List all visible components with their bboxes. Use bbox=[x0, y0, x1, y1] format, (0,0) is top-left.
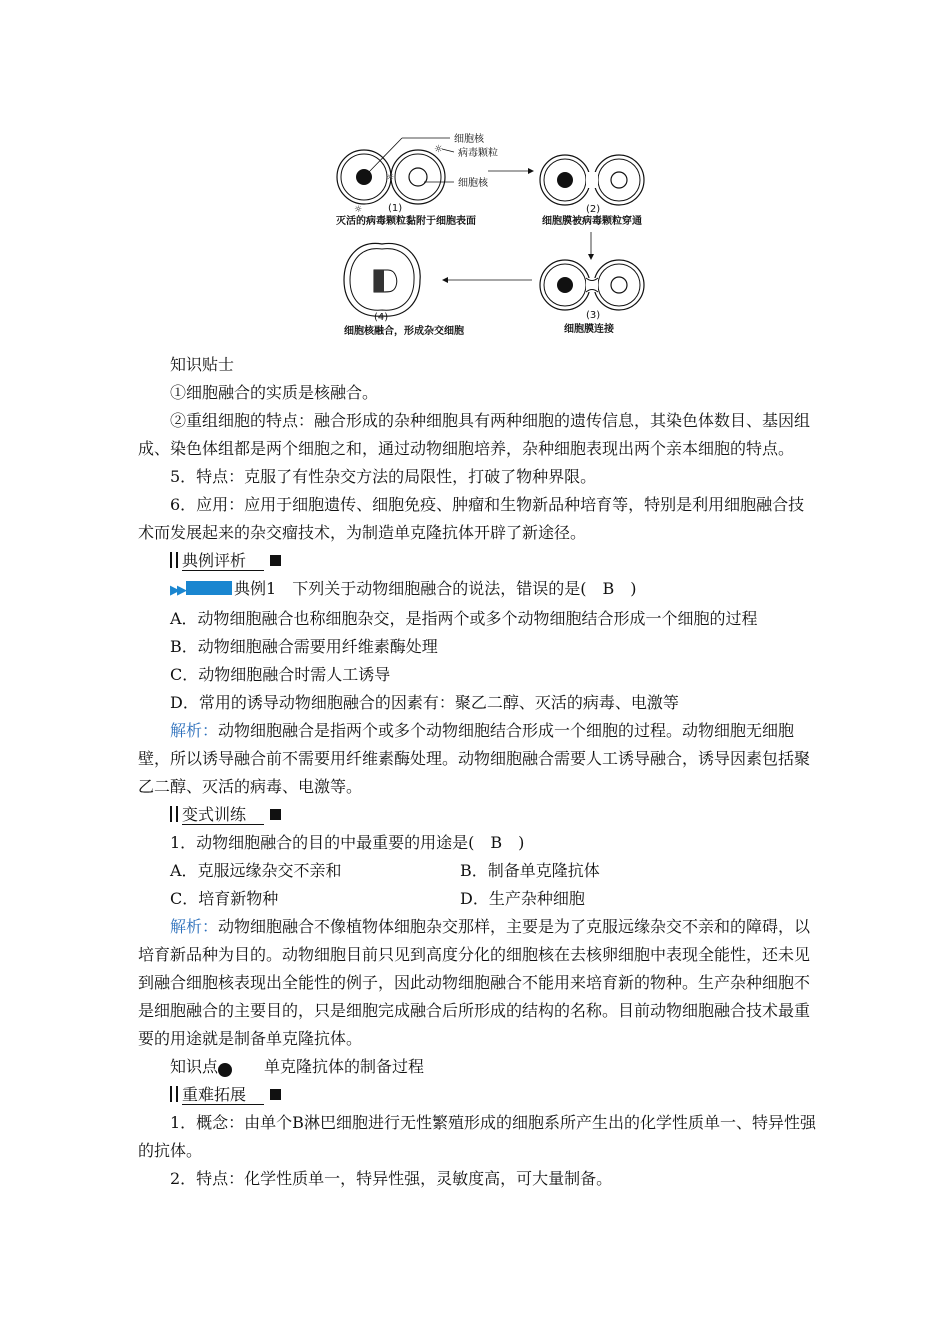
step4-caption: 细胞核融合，形成杂交细胞 bbox=[344, 326, 464, 337]
label-nucleus-top: 细胞核 bbox=[454, 134, 484, 145]
section-bar-icon bbox=[176, 552, 178, 568]
practice-option-d: D．生产杂种细胞 bbox=[460, 889, 585, 908]
section-bar-icon bbox=[176, 806, 178, 822]
example-tag-icon bbox=[186, 581, 232, 595]
section-practice-title: 变式训练 bbox=[182, 805, 264, 825]
tips-item-2: ②重组细胞的特点：融合形成的杂种细胞具有两种细胞的遗传信息，其染色体数目、基因组成、染色体组都是两个细胞之和，通过动物细胞培养，杂种细胞表现出两个亲本细胞的特点。 bbox=[138, 411, 811, 458]
analysis-text: 动物细胞融合是指两个或多个动物细胞结合形成一个细胞的过程。动物细胞无细胞壁，所以诱导融合前不需要用纤维素酶处理。动物细胞融合需要人工诱导融合，诱导因素包括聚乙二醇、灭活的病毒、电激等。 bbox=[138, 721, 811, 796]
step3-cells bbox=[540, 260, 644, 310]
section-bar-icon bbox=[170, 1086, 172, 1102]
example-analysis bbox=[138, 717, 818, 801]
step3-number: (3) bbox=[586, 310, 601, 321]
svg-text:☼: ☼ bbox=[434, 144, 443, 155]
cell-fusion-diagram bbox=[320, 122, 650, 347]
step2-number: (2) bbox=[586, 204, 601, 215]
tips-item-1: ①细胞融合的实质是核融合。 bbox=[170, 383, 379, 402]
section-example-title: 典例评析 bbox=[182, 551, 264, 571]
step2-caption: 细胞膜被病毒颗粒穿通 bbox=[542, 216, 642, 227]
svg-text:☼: ☼ bbox=[354, 205, 363, 215]
section-bar-icon bbox=[170, 806, 172, 822]
square-icon bbox=[270, 555, 281, 566]
knowledge-heading bbox=[138, 1053, 818, 1081]
example-question bbox=[138, 575, 818, 605]
label-nucleus-right: 细胞核 bbox=[458, 178, 488, 189]
practice-option-b: B．制备单克隆抗体 bbox=[460, 861, 600, 880]
analysis-text: 动物细胞融合不像植物体细胞杂交那样，主要是为了克服远缘杂交不亲和的障碍，以培育新品种为目的。动物细胞目前只见到高度分化的细胞核在去核卵细胞中表现全能性，还未见到融合细胞核表现出全能性的例子，因此动物细胞融合不能用来培育新的物种。生产杂种细胞不是细胞融合的主要目的，只是细胞完成融合后所形成的结构的名称。目前动物细胞融合技术最重要的用途就是制备单克隆抗体。 bbox=[138, 917, 811, 1048]
step4-cell bbox=[344, 243, 420, 316]
point-5: 5．特点：克服了有性杂交方法的局限性，打破了物种界限。 bbox=[170, 467, 597, 486]
section-bar-icon bbox=[176, 1086, 178, 1102]
practice-options-row-2 bbox=[138, 885, 818, 913]
section-difficulty-title: 重难拓展 bbox=[182, 1085, 264, 1105]
knowledge-prefix: 知识点 bbox=[170, 1057, 219, 1076]
step1-caption: 灭活的病毒颗粒黏附于细胞表面 bbox=[336, 216, 476, 227]
section-difficulty-heading bbox=[138, 1081, 818, 1109]
example-option-c: C．动物细胞融合时需人工诱导 bbox=[170, 665, 391, 684]
step3-caption: 细胞膜连接 bbox=[564, 324, 614, 335]
practice-question: 1．动物细胞融合的目的中最重要的用途是( B ) bbox=[170, 833, 525, 852]
practice-analysis bbox=[138, 913, 818, 1053]
knowledge-number-badge: 三 bbox=[218, 1063, 232, 1077]
double-arrow-icon: ▶▶ bbox=[170, 583, 184, 598]
step2-cells bbox=[540, 155, 644, 205]
square-icon bbox=[270, 809, 281, 820]
main-text bbox=[138, 351, 818, 1193]
practice-option-a: A．克服远缘杂交不亲和 bbox=[170, 861, 342, 880]
example-question-text: 下列关于动物细胞融合的说法，错误的是( B ) bbox=[292, 579, 637, 598]
practice-options-row-1 bbox=[138, 857, 818, 885]
definition-1: 1．概念：由单个B淋巴细胞进行无性繁殖形成的细胞系所产生出的化学性质单一、特异性强的抗体。 bbox=[138, 1113, 816, 1160]
analysis-label: 解析： bbox=[170, 721, 219, 740]
analysis-label: 解析： bbox=[170, 917, 219, 936]
step4-number: (4) bbox=[374, 312, 389, 323]
practice-option-c: C．培育新物种 bbox=[170, 889, 279, 908]
section-example-heading bbox=[138, 547, 818, 575]
example-label: 典例1 bbox=[234, 579, 277, 598]
label-virus: 病毒颗粒 bbox=[458, 148, 498, 159]
section-bar-icon bbox=[170, 552, 172, 568]
knowledge-title: 单克隆抗体的制备过程 bbox=[264, 1057, 425, 1076]
example-option-d: D．常用的诱导动物细胞融合的因素有：聚乙二醇、灭活的病毒、电激等 bbox=[170, 693, 679, 712]
definition-2: 2．特点：化学性质单一，特异性强，灵敏度高，可大量制备。 bbox=[170, 1169, 613, 1188]
svg-text:☼: ☼ bbox=[386, 173, 395, 183]
point-6: 6．应用：应用于细胞遗传、细胞免疫、肿瘤和生物新品种培育等，特别是利用细胞融合技术而发展起来的杂交瘤技术，为制造单克隆抗体开辟了新途径。 bbox=[138, 495, 805, 542]
square-icon bbox=[270, 1089, 281, 1100]
tips-title: 知识贴士 bbox=[170, 355, 235, 374]
example-option-b: B．动物细胞融合需要用纤维素酶处理 bbox=[170, 637, 438, 656]
step1-number: (1) bbox=[388, 203, 403, 214]
section-practice-heading bbox=[138, 801, 818, 829]
example-option-a: A．动物细胞融合也称细胞杂交，是指两个或多个动物细胞结合形成一个细胞的过程 bbox=[170, 609, 758, 628]
